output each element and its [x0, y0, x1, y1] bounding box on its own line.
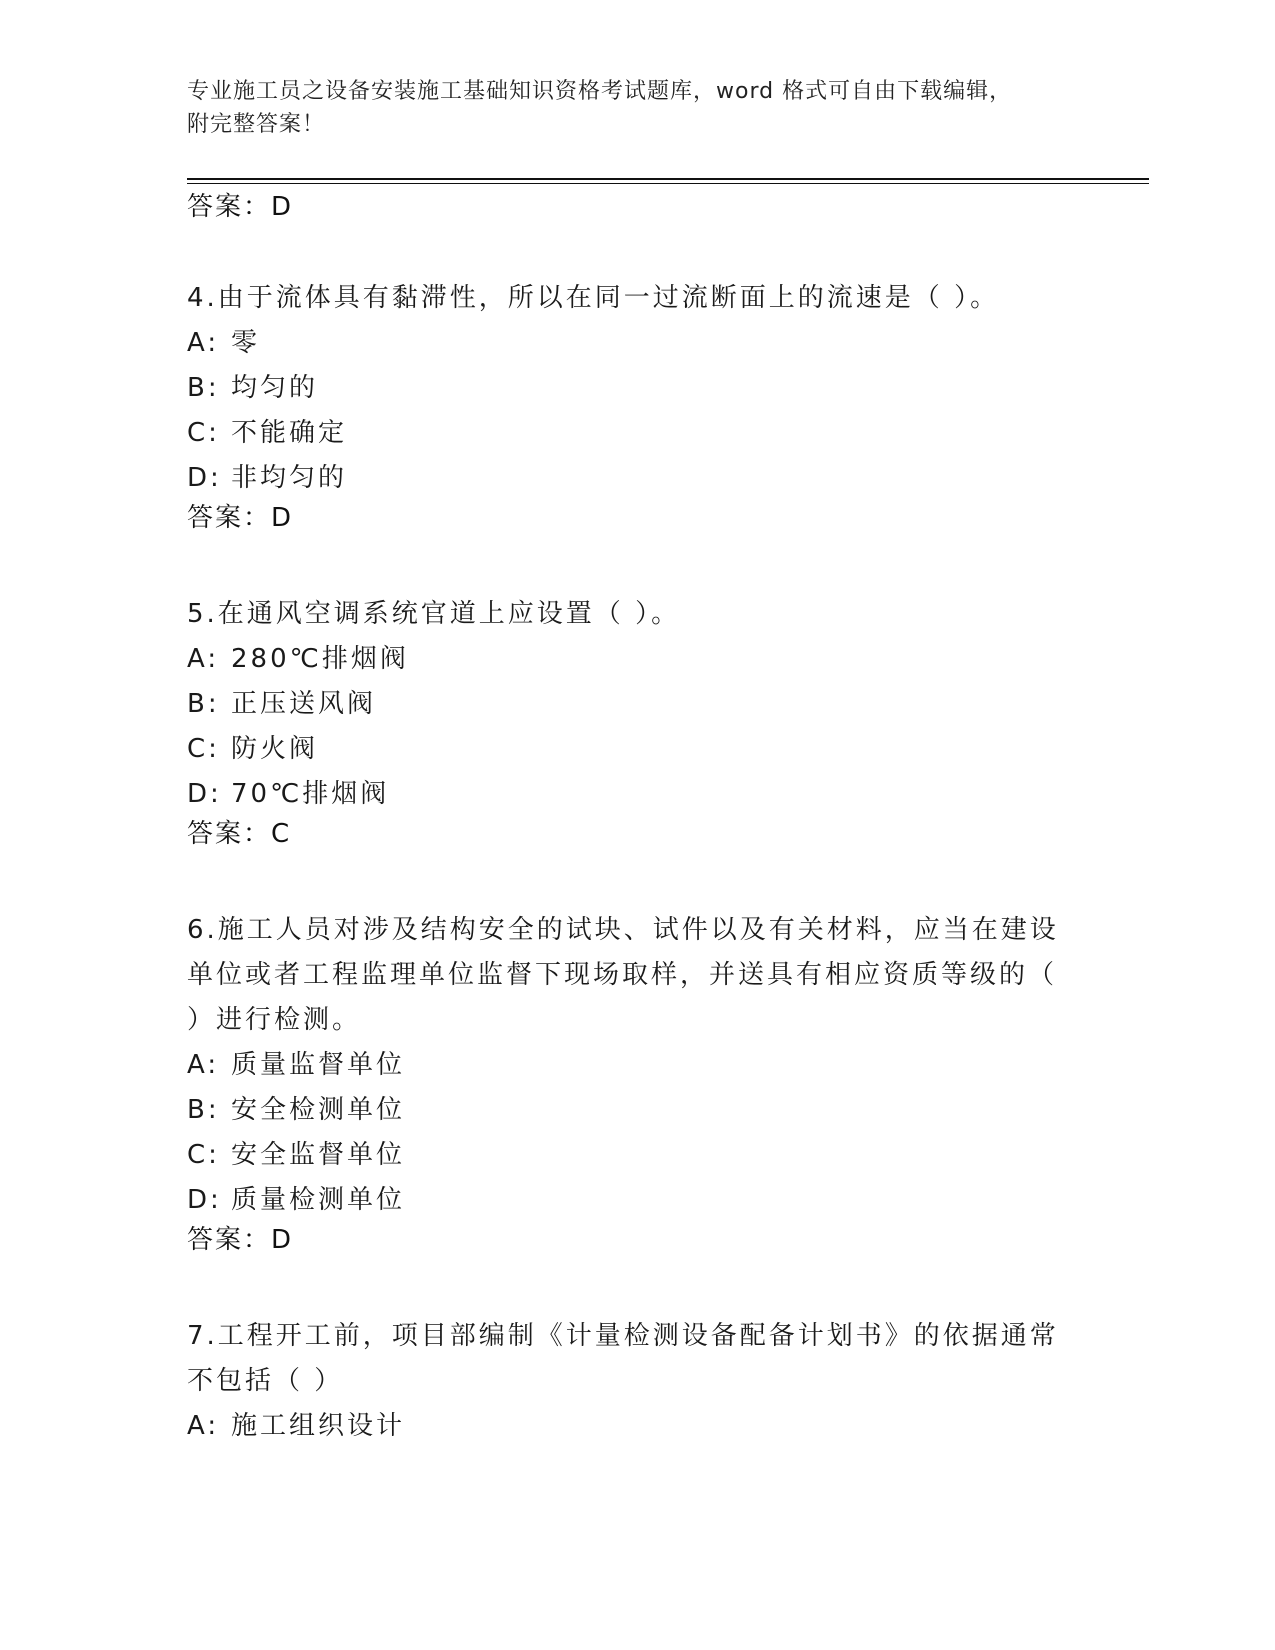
- option-b: B: 均匀的: [187, 373, 319, 403]
- question-text: 5.在通风空调系统官道上应设置（ ）。: [187, 599, 681, 629]
- question-list: [187, 190, 1067, 1449]
- option-c: C: 安全监督单位: [187, 1140, 406, 1170]
- question-text-line-2: 不包括（ ）: [187, 1366, 344, 1396]
- option-d: D: 质量检测单位: [187, 1185, 406, 1215]
- option-c: C: 不能确定: [187, 418, 348, 448]
- answer-line: 答案：C: [187, 819, 292, 849]
- question-text-line-3: ）进行检测。: [187, 1005, 362, 1035]
- question-6: [187, 908, 1067, 1257]
- question-7: [187, 1314, 1067, 1449]
- question-text-line-2: 单位或者工程监理单位监督下现场取样，并送具有相应资质等级的（: [187, 960, 1058, 990]
- answer-value: D: [271, 503, 294, 533]
- answer-value: D: [271, 1225, 294, 1255]
- option-a: A: 施工组织设计: [187, 1411, 406, 1441]
- question-text-line-1: 7.工程开工前，项目部编制《计量检测设备配备计划书》的依据通常: [187, 1321, 1059, 1351]
- header-title-line-1: 专业施工员之设备安装施工基础知识资格考试题库，word 格式可自由下载编辑，: [187, 79, 1013, 104]
- answer-line: 答案：D: [187, 503, 294, 533]
- option-c: C: 防火阀: [187, 734, 319, 764]
- option-a: A: 零: [187, 328, 261, 358]
- header-title-line-2: 附完整答案！: [187, 112, 326, 137]
- option-d: D: 70℃排烟阀: [187, 779, 390, 809]
- header-divider-thin: [187, 183, 1149, 184]
- answer-value: C: [271, 819, 292, 849]
- answer-line: 答案：D: [187, 192, 294, 222]
- option-a: A: 280℃排烟阀: [187, 644, 409, 674]
- option-d: D: 非均匀的: [187, 463, 348, 493]
- header-divider-thick: [187, 178, 1149, 180]
- option-b: B: 正压送风阀: [187, 689, 377, 719]
- question-5: [187, 592, 1067, 851]
- option-b: B: 安全检测单位: [187, 1095, 406, 1125]
- question-text-line-1: 6.施工人员对涉及结构安全的试块、试件以及有关材料，应当在建设: [187, 915, 1059, 945]
- answer-value: D: [271, 192, 294, 222]
- option-a: A: 质量监督单位: [187, 1050, 406, 1080]
- answer-line: 答案：D: [187, 1225, 294, 1255]
- question-4: [187, 276, 1067, 535]
- document-header: [187, 75, 1067, 141]
- question-text: 4.由于流体具有黏滞性，所以在同一过流断面上的流速是（ ）。: [187, 283, 1000, 313]
